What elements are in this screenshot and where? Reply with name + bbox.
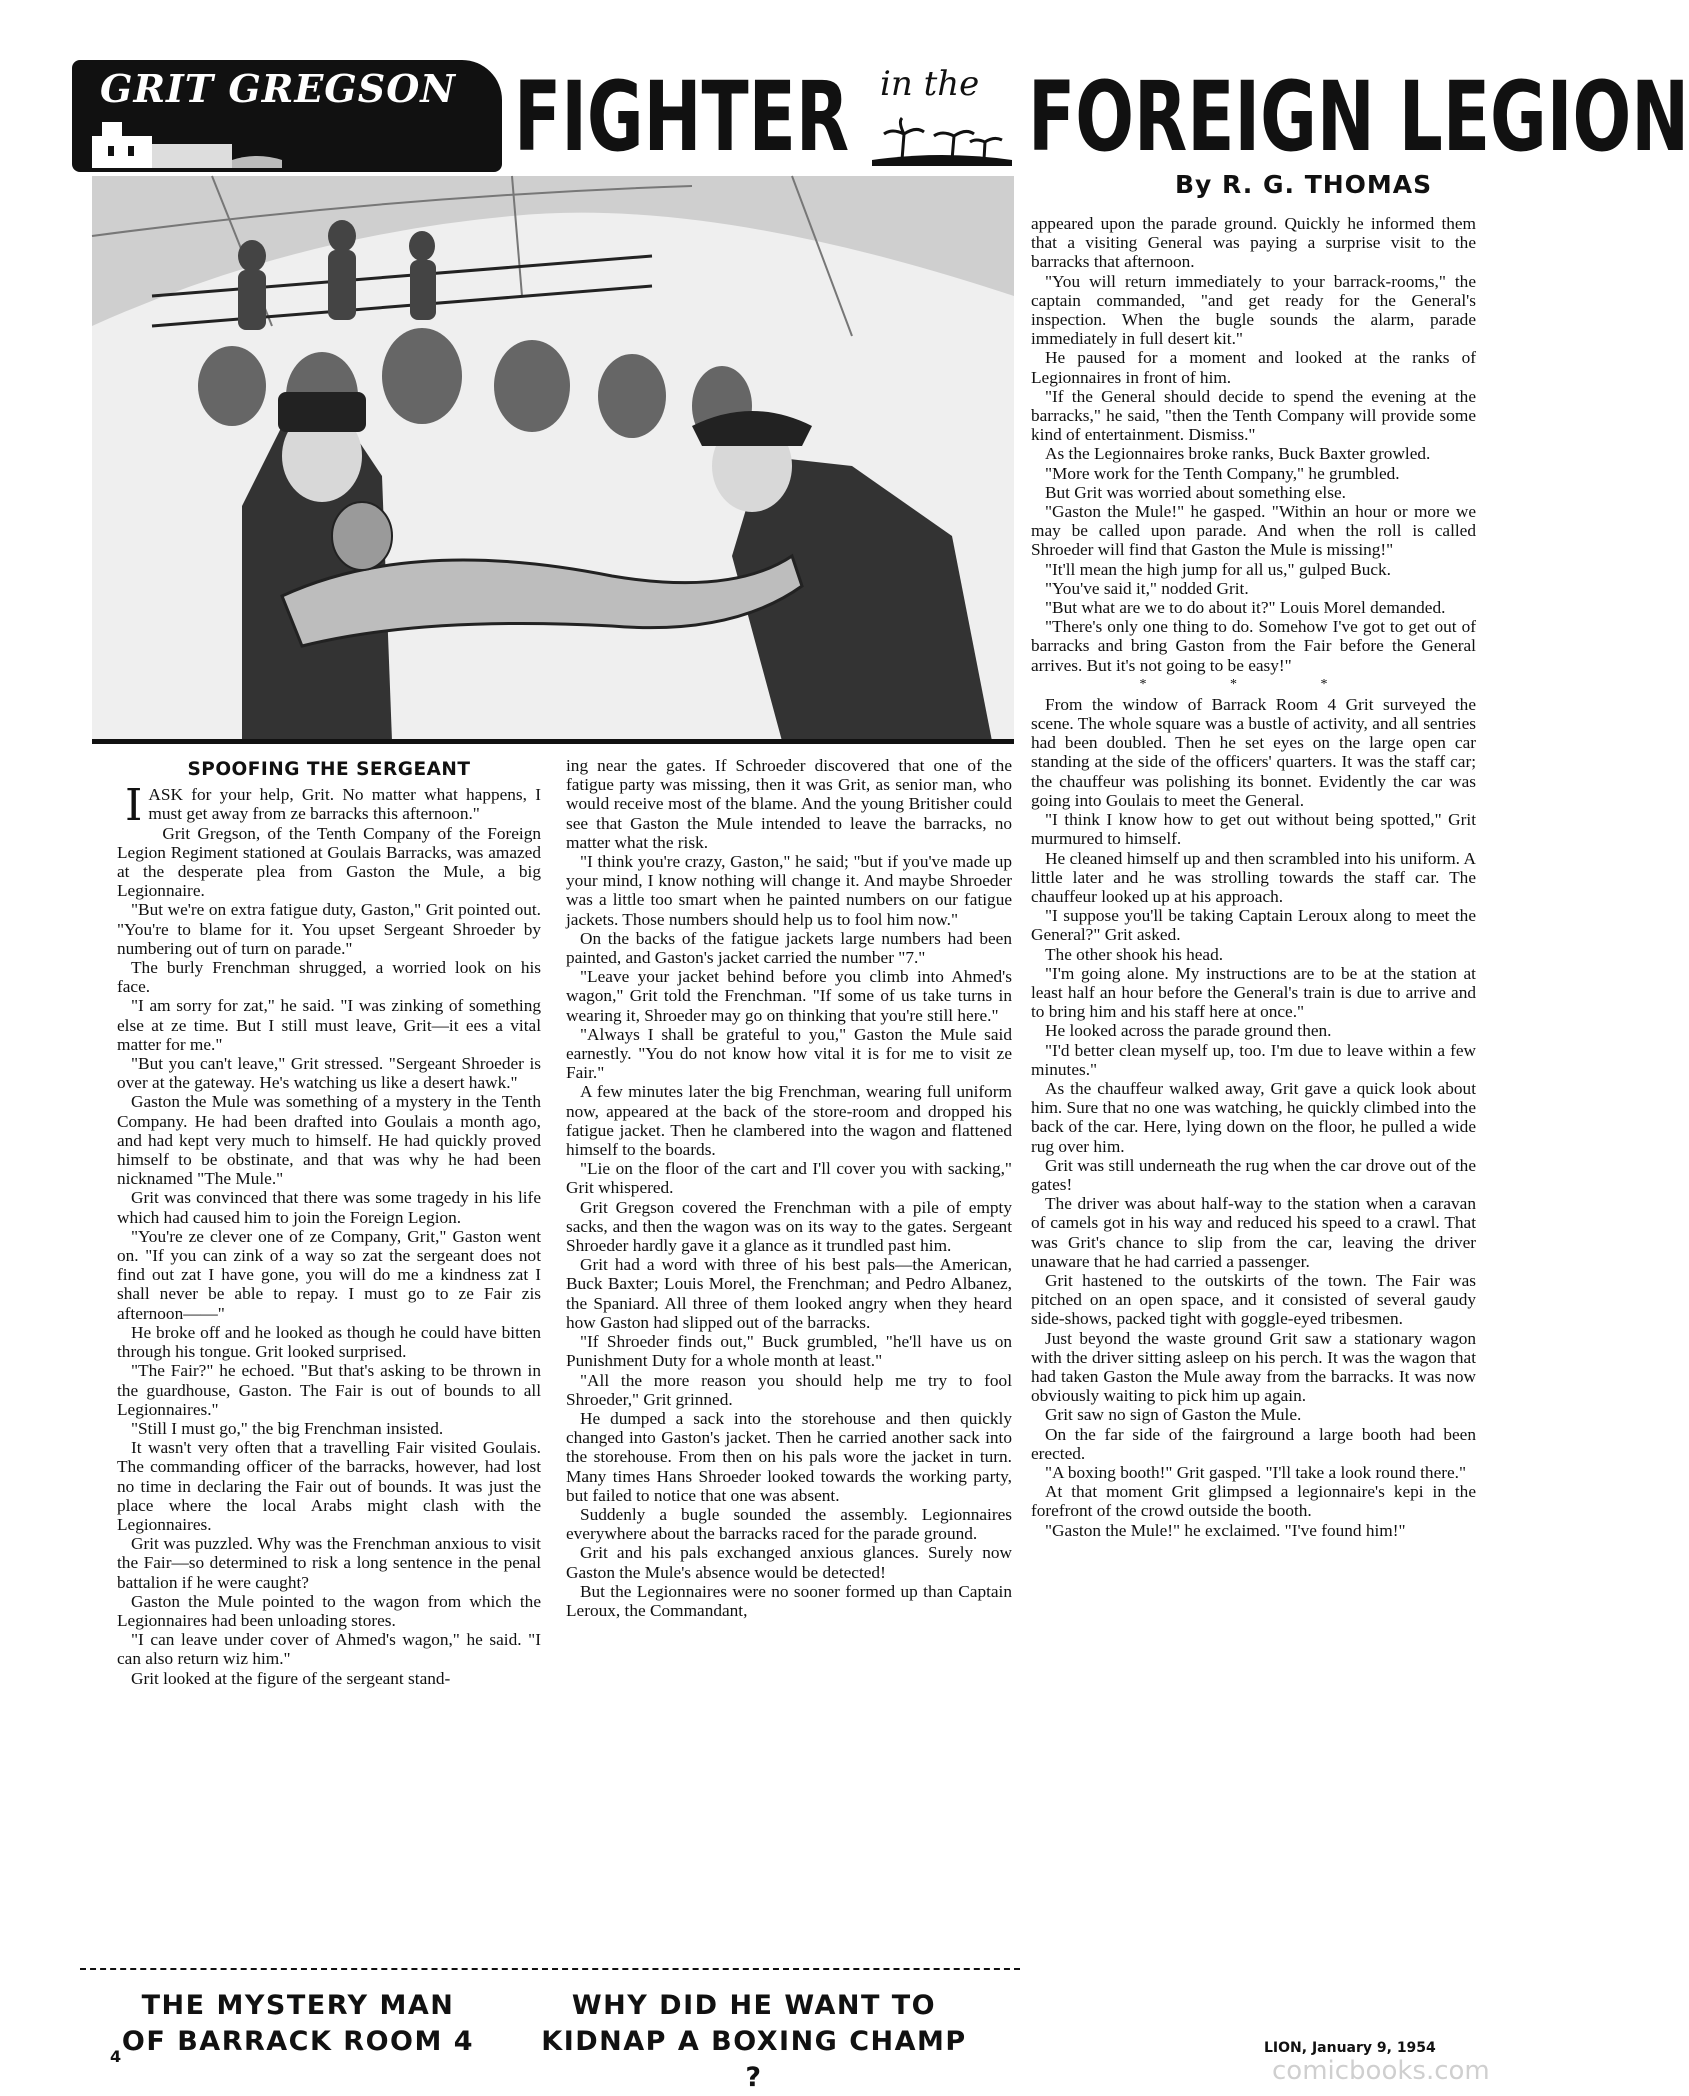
watermark: comicbooks.com <box>1272 2056 1490 2086</box>
paragraph: "There's only one thing to do. Somehow I've got to get out of barracks and bring Gaston from the Fair before the General arrives. But it's not going to be easy!" <box>1031 617 1476 675</box>
paragraph: "I'd better clean myself up, too. I'm due to leave within a few minutes." <box>1031 1040 1476 1079</box>
paragraph: "I'm going alone. My instructions are to be at the station at least half an hour before the General's train is due to arrive and to bring him and his staff here at once." <box>1031 963 1476 1022</box>
paragraph: "I think I know how to get out without being spotted," Grit murmured to himself. <box>1031 810 1476 849</box>
title-words-foreign-legion: FOREIGN LEGION <box>1028 61 1689 173</box>
paragraph: But the Legionnaires were no sooner formed up than Captain Leroux, the Commandant, <box>566 1581 1012 1620</box>
palm-trees-icon <box>872 116 1012 166</box>
teaser-left-line1: THE MYSTERY MAN <box>141 1990 455 2021</box>
paragraph: "But we're on extra fatigue duty, Gaston," Grit pointed out. "You're to blame for it. You upset Sergeant Shroeder by numbering out of turn on parade." <box>117 900 541 958</box>
title-word-fighter: FIGHTER <box>514 61 850 173</box>
paragraph: Grit was still underneath the rug when the car drove out of the gates! <box>1031 1155 1476 1194</box>
section-heading: SPOOFING THE SERGEANT <box>187 759 471 780</box>
paragraph: Just beyond the waste ground Grit saw a stationary wagon with the driver sitting asleep on his perch. It was the wagon that had taken Gaston the Mule away from the barracks. It was now obviously waiting to pick him up again. <box>1031 1328 1476 1406</box>
paragraph: "The Fair?" he echoed. "But that's asking to be thrown in the guardhouse, Gaston. The Fair is out of bounds to all Legionnaires." <box>117 1361 541 1419</box>
paragraph: He looked across the parade ground then. <box>1045 1021 1332 1041</box>
paragraph: "All the more reason you should help me try to fool Shroeder," Grit grinned. <box>566 1370 1012 1409</box>
paragraph: "Still I must go," the big Frenchman insisted. <box>131 1418 444 1438</box>
paragraph: Grit Gregson, of the Tenth Company of the Foreign Legion Regiment stationed at Goulais Barracks, was amazed at the desperate plea from Gaston the Mule, a big Legionnaire. <box>117 823 541 901</box>
paragraph: Grit was puzzled. Why was the Frenchman anxious to visit the Fair—so determined to risk a long sentence in the penal battalion if he were caught? <box>117 1534 541 1592</box>
paragraph: "I am sorry for zat," he said. "I was zinking of something else at ze time. But I still must leave, Grit—it ees a vital matter for me." <box>117 996 541 1054</box>
paragraph: ing near the gates. If Schroeder discovered that one of the fatigue party was missing, then it was Grit, as senior man, who would receive most of the blame. And the young Britisher could see that Gaston the Mule intended to leave the barracks, no matter what the risk. <box>566 756 1012 852</box>
desert-fort-icon <box>82 116 282 168</box>
paragraph: "Always I shall be grateful to you," Gaston the Mule said earnestly. "You do not know how vital it is for me to visit ze Fair." <box>566 1024 1012 1083</box>
paragraph: A few minutes later the big Frenchman, wearing full uniform now, appeared at the back of the store-room and dropped his fatigue jacket. Then he clambered into the wagon and flattened himself to the boards. <box>566 1082 1012 1160</box>
teaser-right-line1: WHY DID HE WANT TO <box>571 1990 937 2021</box>
paragraph: From the window of Barrack Room 4 Grit surveyed the scene. The whole square was a bustle of activity, and all sentries had been doubled. Then he set eyes on the large open car standing at the side of the officers' quarters. It was the staff car; the chauffeur was polishing its bonnet. Evidently the car was going into Goulais to meet the General. <box>1031 694 1476 810</box>
paragraph: He paused for a moment and looked at the ranks of Legionnaires in front of him. <box>1031 348 1476 387</box>
paragraph: At that moment Grit glimpsed a legionnaire's kepi in the forefront of the crowd outside the booth. <box>1031 1482 1476 1521</box>
masthead <box>72 58 1689 176</box>
paragraph: As the chauffeur walked away, Grit gave a quick look about him. Sure that no one was watching, he quickly climbed into the back of the car. Here, lying down on the floor, he pulled a wide rug over him. <box>1031 1078 1476 1156</box>
paragraph: "Gaston the Mule!" he exclaimed. "I've found him!" <box>1045 1520 1406 1540</box>
paragraph: Grit was convinced that there was some tragedy in his life which had caused him to join the Foreign Legion. <box>117 1188 541 1227</box>
paragraph: "I think you're crazy, Gaston," he said; "but if you've made up your mind, I know nothing will change it. And maybe Shroeder was a little too smart when he painted numbers on our fatigue jackets. Those numbers should help us to fool him now." <box>566 852 1012 929</box>
article-column-1 <box>117 760 541 1688</box>
paragraph: The burly Frenchman shrugged, a worried look on his face. <box>117 958 541 997</box>
paragraph: "Leave your jacket behind before you climb into Ahmed's wagon," Grit told the Frenchman. "If some of us take turns in wearing it, Shroeder may go on thinking that you're still here." <box>566 967 1012 1025</box>
paragraph: "If Shroeder finds out," Buck grumbled, "he'll have us on Punishment Duty for a whole month at least." <box>566 1332 1012 1371</box>
teaser-right-line2: KIDNAP A BOXING CHAMP ? <box>541 2026 967 2093</box>
paragraph: Grit saw no sign of Gaston the Mule. <box>1045 1405 1302 1425</box>
paragraph: "It'll mean the high jump for all us," gulped Buck. <box>1045 559 1391 579</box>
dropcap: I <box>125 780 143 832</box>
paragraph: "But what are we to do about it?" Louis Morel demanded. <box>1045 598 1446 618</box>
paragraph: "You've said it," nodded Grit. <box>1045 578 1249 598</box>
title-connector: in the <box>880 64 980 104</box>
teaser-left-line2: OF BARRACK ROOM 4 <box>121 2026 475 2057</box>
series-badge-text: GRIT GREGSON <box>100 66 457 111</box>
paragraph: "I can leave under cover of Ahmed's wagon," he said. "I can also return wiz him." <box>117 1630 541 1669</box>
paragraph: On the backs of the fatigue jackets large numbers had been painted, and Gaston's jacket carried the number "7." <box>566 928 1012 968</box>
paragraph: IASK for your help, Grit. No matter what happens, I must get away from ze barracks this afternoon." <box>125 780 541 832</box>
paragraph: "If the General should decide to spend the evening at the barracks," he said, "then the Tenth Company will provide some kind of entertainment. Dismiss." <box>1031 386 1476 445</box>
paragraph: "You will return immediately to your barrack-rooms," the captain commanded, "and get ready for the General's inspection. When the bugle sounds the alarm, parade immediately in full desert kit." <box>1031 271 1476 349</box>
paragraph: Suddenly a bugle sounded the assembly. Legionnaires everywhere about the barracks raced for the parade ground. <box>566 1504 1012 1544</box>
paragraph: Grit hastened to the outskirts of the town. The Fair was pitched on an open space, and it consisted of several gaudy side-shows, packed tight with goggle-eyed tribesmen. <box>1031 1270 1476 1329</box>
paragraph: "You're ze clever one of ze Company, Grit," Gaston went on. "If you can zink of a way so zat the sergeant does not find out zat I have gone, you will do me a kindness zat I shall never be able to repay. I must go to ze Fair zis afternoon——" <box>117 1226 541 1323</box>
section-break-stars: * * * <box>1139 676 1368 692</box>
paragraph: "But you can't leave," Grit stressed. "Sergeant Shroeder is over at the gateway. He's watching us like a desert hawk." <box>117 1054 541 1093</box>
paragraph: He broke off and he looked as though he could have bitten through his tongue. Grit looked surprised. <box>117 1322 541 1362</box>
article-column-2 <box>566 756 1012 1620</box>
paragraph: Gaston the Mule was something of a mystery in the Tenth Company. He had been drafted into Goulais a month ago, and had kept very much to himself. He had quickly proved himself to be obstinate, and that was why he had been nicknamed "The Mule." <box>117 1092 541 1189</box>
paragraph: Grit Gregson covered the Frenchman with a pile of empty sacks, and then the wagon was on its way to the gates. Sergeant Shroeder hardly gave it a glance as it trundled past him. <box>566 1197 1012 1256</box>
paragraph: The other shook his head. <box>1045 944 1224 964</box>
paragraph: He cleaned himself up and then scrambled into his uniform. A little later and he was strolling towards the staff car. The chauffeur looked up at his approach. <box>1031 848 1476 906</box>
paragraph: "A boxing booth!" Grit gasped. "I'll take a look round there." <box>1045 1463 1467 1482</box>
paragraph: "Gaston the Mule!" he gasped. "Within an hour or more we may be called upon parade. And when the roll is called Shroeder will find that Gaston the Mule is missing!" <box>1031 502 1476 560</box>
paragraph: It wasn't very often that a travelling Fair visited Goulais. The commanding officer of the barracks, however, had lost no time in declaring the Fair out of bounds. It was just the place where the local Arabs might clash with the Legionnaires. <box>117 1438 541 1534</box>
article-column-3 <box>1031 214 1476 1540</box>
publication-info: LION, January 9, 1954 <box>1264 2040 1436 2056</box>
paragraph: Grit had a word with three of his best pals—the American, Buck Baxter; Louis Morel, the Frenchman; and Pedro Albanez, the Spaniard. All three of them looked angry when they heard how Gaston had slipped out of the barracks. <box>566 1255 1012 1332</box>
paragraph: appeared upon the parade ground. Quickly he informed them that a visiting General was paying a surprise visit to the barracks that afternoon. <box>1031 214 1476 272</box>
paragraph: Gaston the Mule pointed to the wagon from which the Legionnaires had been unloading stores. <box>117 1591 541 1630</box>
boxing-booth-illustration <box>92 176 1014 744</box>
paragraph: On the far side of the fairground a large booth had been erected. <box>1031 1424 1476 1463</box>
page-number: 4 <box>110 2047 122 2066</box>
series-badge <box>72 60 502 172</box>
divider <box>80 1968 1020 1970</box>
teaser-left <box>102 1988 494 2060</box>
paragraph: As the Legionnaires broke ranks, Buck Baxter growled. <box>1045 444 1431 464</box>
paragraph: But Grit was worried about something else. <box>1045 482 1346 502</box>
paragraph: The driver was about half-way to the station when a caravan of camels got in his way and reduced his speed to a crawl. That was Grit's chance to slip from the car, leaving the driver unaware that he had carried a passenger. <box>1031 1194 1476 1271</box>
teaser-right <box>528 1988 980 2096</box>
paragraph: Grit looked at the figure of the sergeant stand- <box>131 1668 451 1688</box>
paragraph: He dumped a sack into the storehouse and then quickly changed into Gaston's jacket. Then he carried another sack into the storehouse. From then on his pals wore the jacket in turn. Many times Hans Shroeder looked towards the working party, but failed to notice that one was absent. <box>566 1408 1012 1505</box>
paragraph: "More work for the Tenth Company," he grumbled. <box>1045 463 1400 483</box>
byline: By R. G. THOMAS <box>1175 170 1433 199</box>
paragraph: "Lie on the floor of the cart and I'll cover you with sacking," Grit whispered. <box>566 1159 1012 1198</box>
paragraph: Grit and his pals exchanged anxious glances. Surely now Gaston the Mule's absence would be detected! <box>566 1543 1012 1582</box>
paragraph: "I suppose you'll be taking Captain Leroux along to meet the General?" Grit asked. <box>1031 906 1476 945</box>
